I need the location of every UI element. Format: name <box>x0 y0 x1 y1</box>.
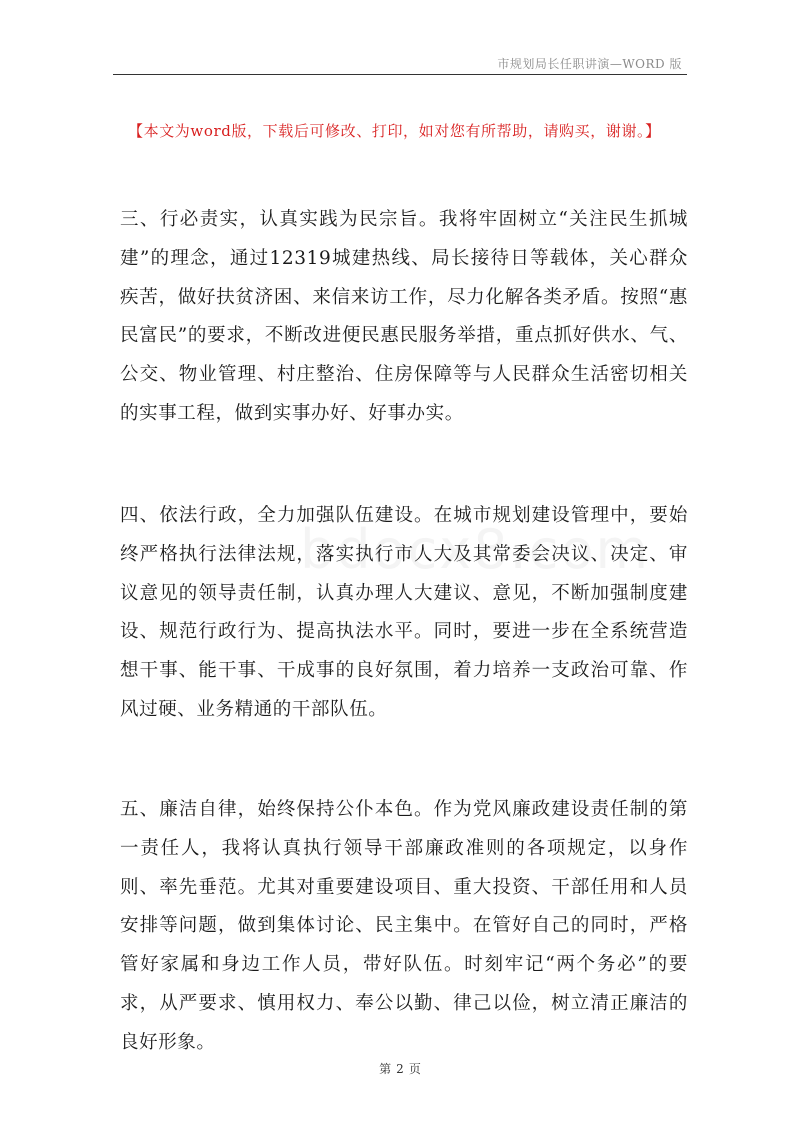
paragraph-five: 五、廉洁自律，始终保持公仆本色。作为党风廉政建设责任制的第一责任人，我将认真执行领导干部廉政准则的各项规定，以身作则、率先垂范。尤其对重要建设项目、重大投资、干部任用和人员安排等问题，做到集体讨论、民主集中。在管好自己的同时，严格管好家属和身边工作人员，带好队伍。时刻牢记“两个务必”的要求，从严要求、慎用权力、奉公以勤、律己以俭，树立清正廉洁的良好形象。 <box>120 799 688 1053</box>
paragraph-three: 三、行必责实，认真实践为民宗旨。我将牢固树立“关注民生抓城建”的理念，通过12319城建热线、局长接待日等载体，关心群众疾苦，做好扶贫济困、来信来访工作，尽力化解各类矛盾。按照“惠民富民”的要求，不断改进便民惠民服务举措，重点抓好供水、气、公交、物业管理、村庄整治、住房保障等与人民群众生活密切相关的实事工程，做到实事办好、好事办实。 <box>120 209 688 424</box>
footer-prefix: 第 <box>379 1062 392 1076</box>
header-divider <box>113 74 687 75</box>
footer-suffix: 页 <box>408 1062 421 1076</box>
header-title: 市规划局长任职讲演—WORD 版 <box>497 57 682 71</box>
paragraph-four: 四、依法行政，全力加强队伍建设。在城市规划建设管理中，要始终严格执行法律法规，落实执行市人大及其常委会决议、决定、审议意见的领导责任制，认真办理人大建议、意见，不断加强制度建设、规范行政行为、提高执法水平。同时，要进一步在全系统营造想干事、能干事、干成事的良好氛围，着力培养一支政治可靠、作风过硬、业务精通的干部队伍。 <box>120 505 688 720</box>
page-number: 2 <box>396 1062 404 1076</box>
purchase-notice: 【本文为word版，下载后可修改、打印，如对您有所帮助，请购买，谢谢。】 <box>128 122 661 140</box>
page-footer <box>0 1060 800 1077</box>
